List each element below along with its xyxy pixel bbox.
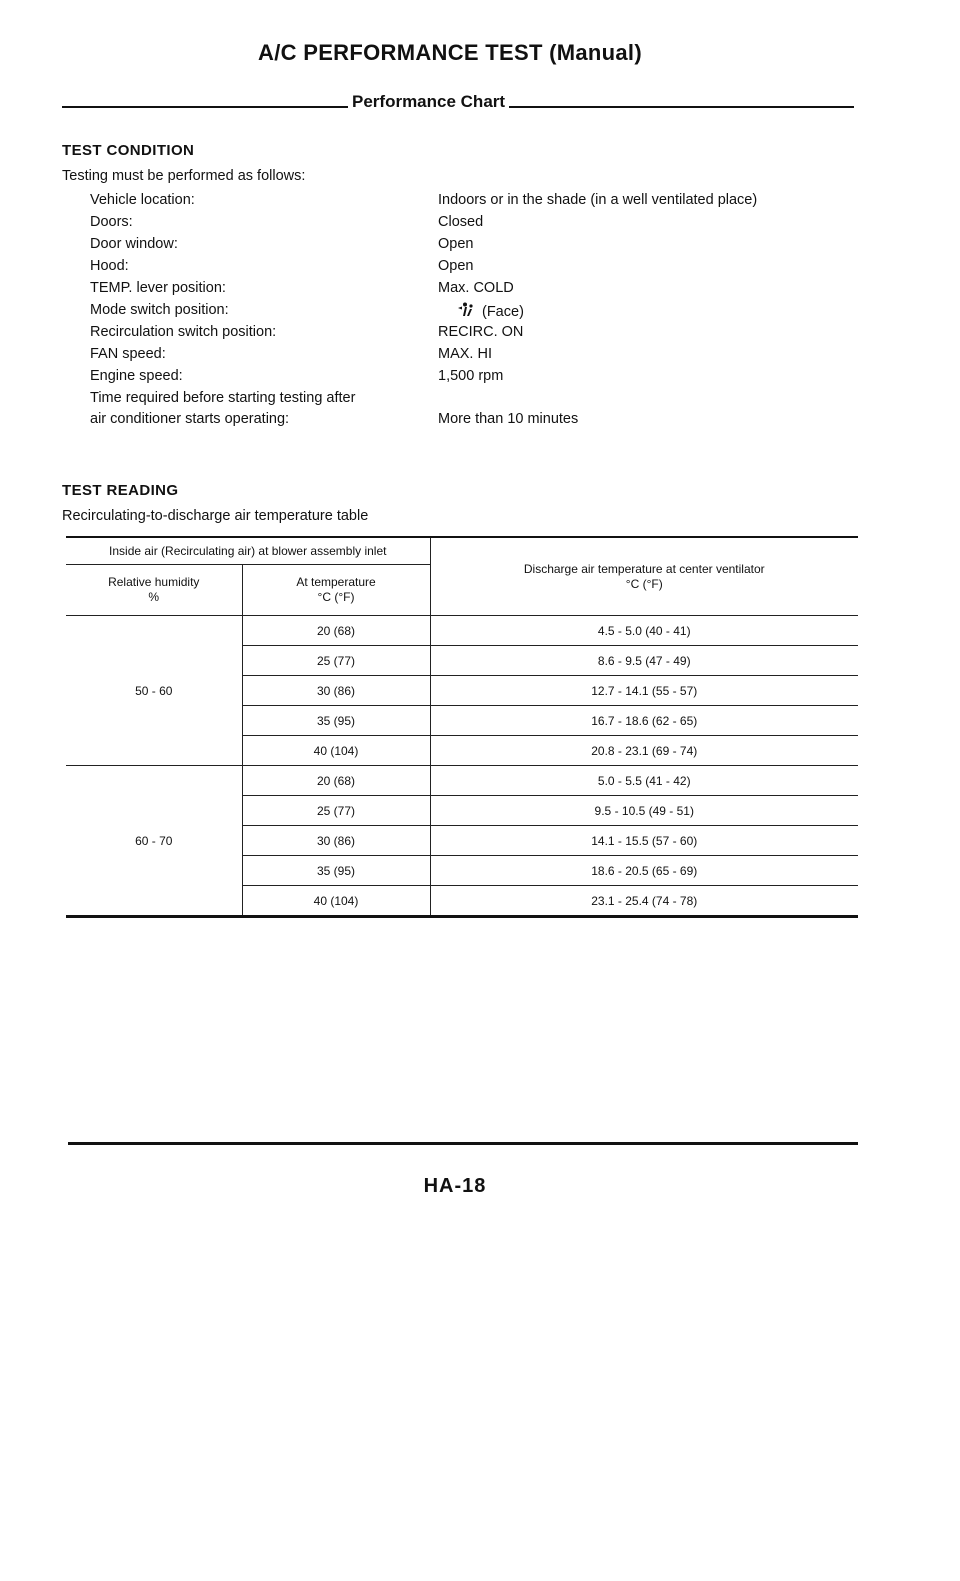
condition-row-doors <box>90 214 850 236</box>
condition-row-hood <box>90 258 850 280</box>
section-rule-left <box>62 106 348 108</box>
section-title: Performance Chart <box>352 92 506 111</box>
condition-label: Doors: <box>90 214 133 230</box>
discharge-cell: 12.7 - 14.1 (55 - 57) <box>430 676 858 706</box>
condition-value: Indoors or in the shade (in a well ventilated place) <box>438 192 758 208</box>
condition-value: Open <box>438 236 474 252</box>
page-title: A/C PERFORMANCE TEST (Manual) <box>258 40 642 65</box>
condition-label: Recirculation switch position: <box>90 324 277 340</box>
condition-label: Engine speed: <box>90 368 183 384</box>
temperature-cell: 35 (95) <box>242 856 430 886</box>
discharge-cell: 4.5 - 5.0 (40 - 41) <box>430 616 858 646</box>
face-vent-icon <box>456 302 478 318</box>
discharge-cell: 16.7 - 18.6 (62 - 65) <box>430 706 858 736</box>
humidity-header-line1: Relative humidity <box>108 575 200 589</box>
discharge-cell: 18.6 - 20.5 (65 - 69) <box>430 856 858 886</box>
discharge-cell: 9.5 - 10.5 (49 - 51) <box>430 796 858 826</box>
temperature-cell: 40 (104) <box>242 736 430 766</box>
test-condition-heading: TEST CONDITION <box>62 142 195 159</box>
test-reading-heading: TEST READING <box>62 482 179 499</box>
condition-row-fan-speed <box>90 346 850 368</box>
condition-value: More than 10 minutes <box>438 411 579 427</box>
footer-rule <box>68 1142 858 1145</box>
condition-label: TEMP. lever position: <box>90 280 226 296</box>
temperature-cell: 20 (68) <box>242 616 430 646</box>
discharge-cell: 14.1 - 15.5 (57 - 60) <box>430 826 858 856</box>
temperature-header <box>242 565 430 616</box>
temperature-cell: 20 (68) <box>242 766 430 796</box>
test-reading-intro: Recirculating-to-discharge air temperature table <box>62 508 369 524</box>
temperature-header-line2: °C (°F) <box>317 590 355 604</box>
temperature-cell: 35 (95) <box>242 706 430 736</box>
condition-value: MAX. HI <box>438 346 492 362</box>
discharge-cell: 5.0 - 5.5 (41 - 42) <box>430 766 858 796</box>
condition-label: Vehicle location: <box>90 192 195 208</box>
condition-row-mode-switch <box>90 302 850 324</box>
condition-label: Mode switch position: <box>90 302 229 318</box>
discharge-header-line1: Discharge air temperature at center ventilator <box>523 561 765 576</box>
condition-value: Max. COLD <box>438 280 514 296</box>
condition-row-engine-speed <box>90 368 850 390</box>
condition-row-vehicle-location <box>90 192 850 214</box>
condition-label: Hood: <box>90 258 129 274</box>
discharge-header-line2: °C (°F) <box>625 576 663 591</box>
condition-row-temp-lever <box>90 280 850 302</box>
discharge-cell: 8.6 - 9.5 (47 - 49) <box>430 646 858 676</box>
condition-value: (Face) <box>482 304 524 320</box>
condition-label: Door window: <box>90 236 178 252</box>
humidity-cell: 60 - 70 <box>135 833 173 848</box>
condition-value: Open <box>438 258 474 274</box>
condition-label: FAN speed: <box>90 346 166 362</box>
temperature-cell: 25 (77) <box>242 646 430 676</box>
section-rule-right <box>509 106 854 108</box>
humidity-cell: 50 - 60 <box>66 616 242 766</box>
temperature-cell: 30 (86) <box>242 826 430 856</box>
inside-air-header: Inside air (Recirculating air) at blower assembly inlet <box>66 537 430 565</box>
condition-row-time-required <box>90 390 850 434</box>
section-header <box>62 88 854 112</box>
page-number: HA-18 <box>423 1175 487 1197</box>
condition-value: Closed <box>438 214 484 230</box>
condition-row-door-window <box>90 236 850 258</box>
discharge-cell: 20.8 - 23.1 (69 - 74) <box>430 736 858 766</box>
condition-value: 1,500 rpm <box>438 368 504 384</box>
temperature-cell: 40 (104) <box>242 886 430 917</box>
table-row <box>66 616 858 646</box>
temperature-table <box>66 536 858 918</box>
condition-row-recirculation <box>90 324 850 346</box>
condition-label: Time required before starting testing after <box>90 390 356 406</box>
discharge-cell: 23.1 - 25.4 (74 - 78) <box>430 886 858 917</box>
temperature-cell: 25 (77) <box>242 796 430 826</box>
temperature-header-line1: At temperature <box>296 575 376 589</box>
table-row <box>66 766 858 796</box>
condition-label-continued: air conditioner starts operating: <box>90 411 290 427</box>
test-condition-intro: Testing must be performed as follows: <box>62 168 306 184</box>
humidity-header <box>66 565 242 616</box>
condition-value-wrap <box>438 302 524 320</box>
condition-value: RECIRC. ON <box>438 324 524 340</box>
temperature-cell: 30 (86) <box>242 676 430 706</box>
humidity-header-line2: % <box>148 590 160 604</box>
discharge-header <box>430 537 858 616</box>
